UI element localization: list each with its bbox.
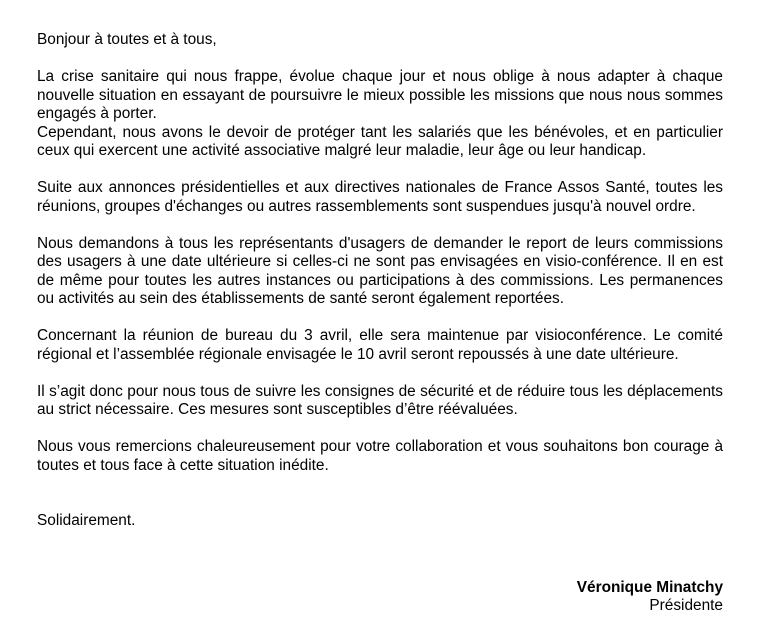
letter-paragraph: Nous vous remercions chaleureusement pour votre collaboration et vous souhaitons bon courage à toutes et tous face à cette situation inédite. (37, 438, 723, 474)
letter-paragraph: La crise sanitaire qui nous frappe, évolue chaque jour et nous oblige à nous adapter à chaque nouvelle situation en essayant de poursuivre le mieux possible les missions que nous nous sommes engagés à porter. (37, 68, 723, 122)
signature-name: Véronique Minatchy (576, 579, 723, 596)
letter-paragraph: Nous demandons à tous les représentants d'usagers de demander le report de leurs commissions des usagers à une date ultérieure si celles-ci ne sont pas envisagées en visio-conférence. Il en est de même pour toutes les autres instances ou participations à des commissions. Les permanences ou activités au sein des établissements de santé seront également reportées. (37, 234, 723, 307)
letter-greeting: Bonjour à toutes et à tous, (37, 31, 217, 48)
letter-paragraph: Il s’agit donc pour nous tous de suivre les consignes de sécurité et de réduire tous les déplacements au strict nécessaire. Ces mesures sont susceptibles d’être réévaluées. (37, 382, 723, 418)
letter-paragraph: Concernant la réunion de bureau du 3 avril, elle sera maintenue par visioconférence. Le comité régional et l’assemblée régionale envisagée le 10 avril seront repoussés à une date ultérieure. (37, 327, 723, 363)
letter-closing: Solidairement. (37, 512, 136, 529)
signature-role: Présidente (649, 597, 723, 614)
letter-paragraph: Cependant, nous avons le devoir de protéger tant les salariés que les bénévoles, et en particulier ceux qui exercent une activité associative malgré leur maladie, leur âge ou leur handicap. (37, 123, 723, 159)
letter-paragraph: Suite aux annonces présidentielles et aux directives nationales de France Assos Santé, toutes les réunions, groupes d'échanges ou autres rassemblements sont suspendues jusqu'à nouvel ordre. (37, 179, 723, 215)
letter-body (37, 31, 723, 531)
signature-block (577, 579, 723, 615)
